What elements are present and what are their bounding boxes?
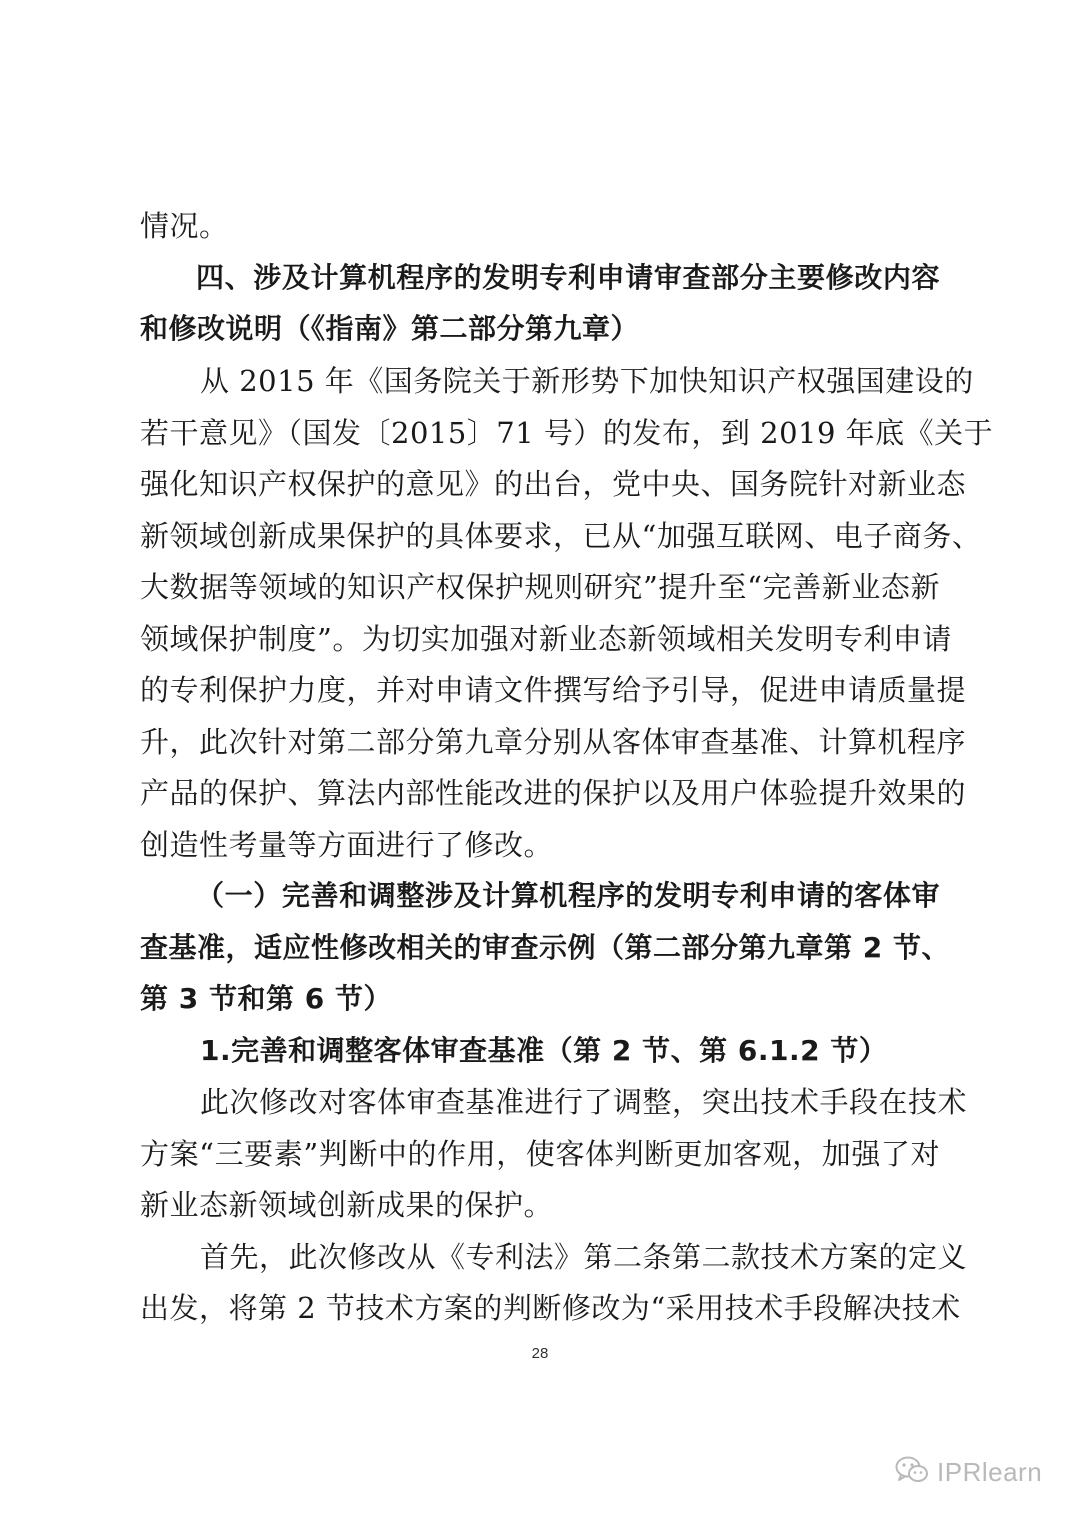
body-text-line: 新业态新领域创新成果的保护。 <box>140 1188 554 1222</box>
subsection-heading: 第 3 节和第 6 节） <box>140 982 392 1015</box>
subsection-heading: 查基准，适应性修改相关的审查示例（第二部分第九章第 2 节、 <box>140 931 950 964</box>
body-text-line: 领域保护制度”。为切实加强对新业态新领域相关发明专利申请 <box>140 622 952 656</box>
body-text-line: 大数据等领域的知识产权保护规则研究”提升至“完善新业态新 <box>140 570 940 604</box>
body-text-line: 升，此次针对第二部分第九章分别从客体审查基准、计算机程序 <box>140 725 967 759</box>
body-text-line: 从 2015 年《国务院关于新形势下加快知识产权强国建设的 <box>200 364 974 398</box>
body-text-line: 创造性考量等方面进行了修改。 <box>140 828 554 862</box>
body-text-line: 方案“三要素”判断中的作用，使客体判断更加客观，加强了对 <box>140 1137 940 1171</box>
item-heading: 1.完善和调整客体审查基准（第 2 节、第 6.1.2 节） <box>200 1034 888 1067</box>
wechat-icon <box>895 1455 929 1489</box>
page-number: 28 <box>531 1345 549 1362</box>
subsection-heading: （一）完善和调整涉及计算机程序的发明专利申请的客体审 <box>196 879 940 912</box>
body-text-line: 情况。 <box>140 209 229 243</box>
body-text-line: 的专利保护力度，并对申请文件撰写给予引导，促进申请质量提 <box>140 673 967 707</box>
section-heading: 四、涉及计算机程序的发明专利申请审查部分主要修改内容 <box>196 261 940 294</box>
watermark <box>895 1452 1042 1492</box>
body-text-line: 此次修改对客体审查基准进行了调整，突出技术手段在技术 <box>200 1085 968 1119</box>
body-text-line: 强化知识产权保护的意见》的出台，党中央、国务院针对新业态 <box>140 467 967 501</box>
body-text-line: 产品的保护、算法内部性能改进的保护以及用户体验提升效果的 <box>140 776 967 810</box>
body-text-line: 首先，此次修改从《专利法》第二条第二款技术方案的定义 <box>200 1240 968 1274</box>
body-text-line: 出发，将第 2 节技术方案的判断修改为“采用技术手段解决技术 <box>140 1291 961 1325</box>
section-heading: 和修改说明（《指南》第二部分第九章） <box>140 312 640 345</box>
watermark-text: IPRlearn <box>937 1456 1043 1487</box>
body-text-line: 新领域创新成果保护的具体要求，已从“加强互联网、电子商务、 <box>140 519 982 553</box>
body-text-line: 若干意见》（国发〔2015〕71 号）的发布，到 2019 年底《关于 <box>140 416 994 450</box>
